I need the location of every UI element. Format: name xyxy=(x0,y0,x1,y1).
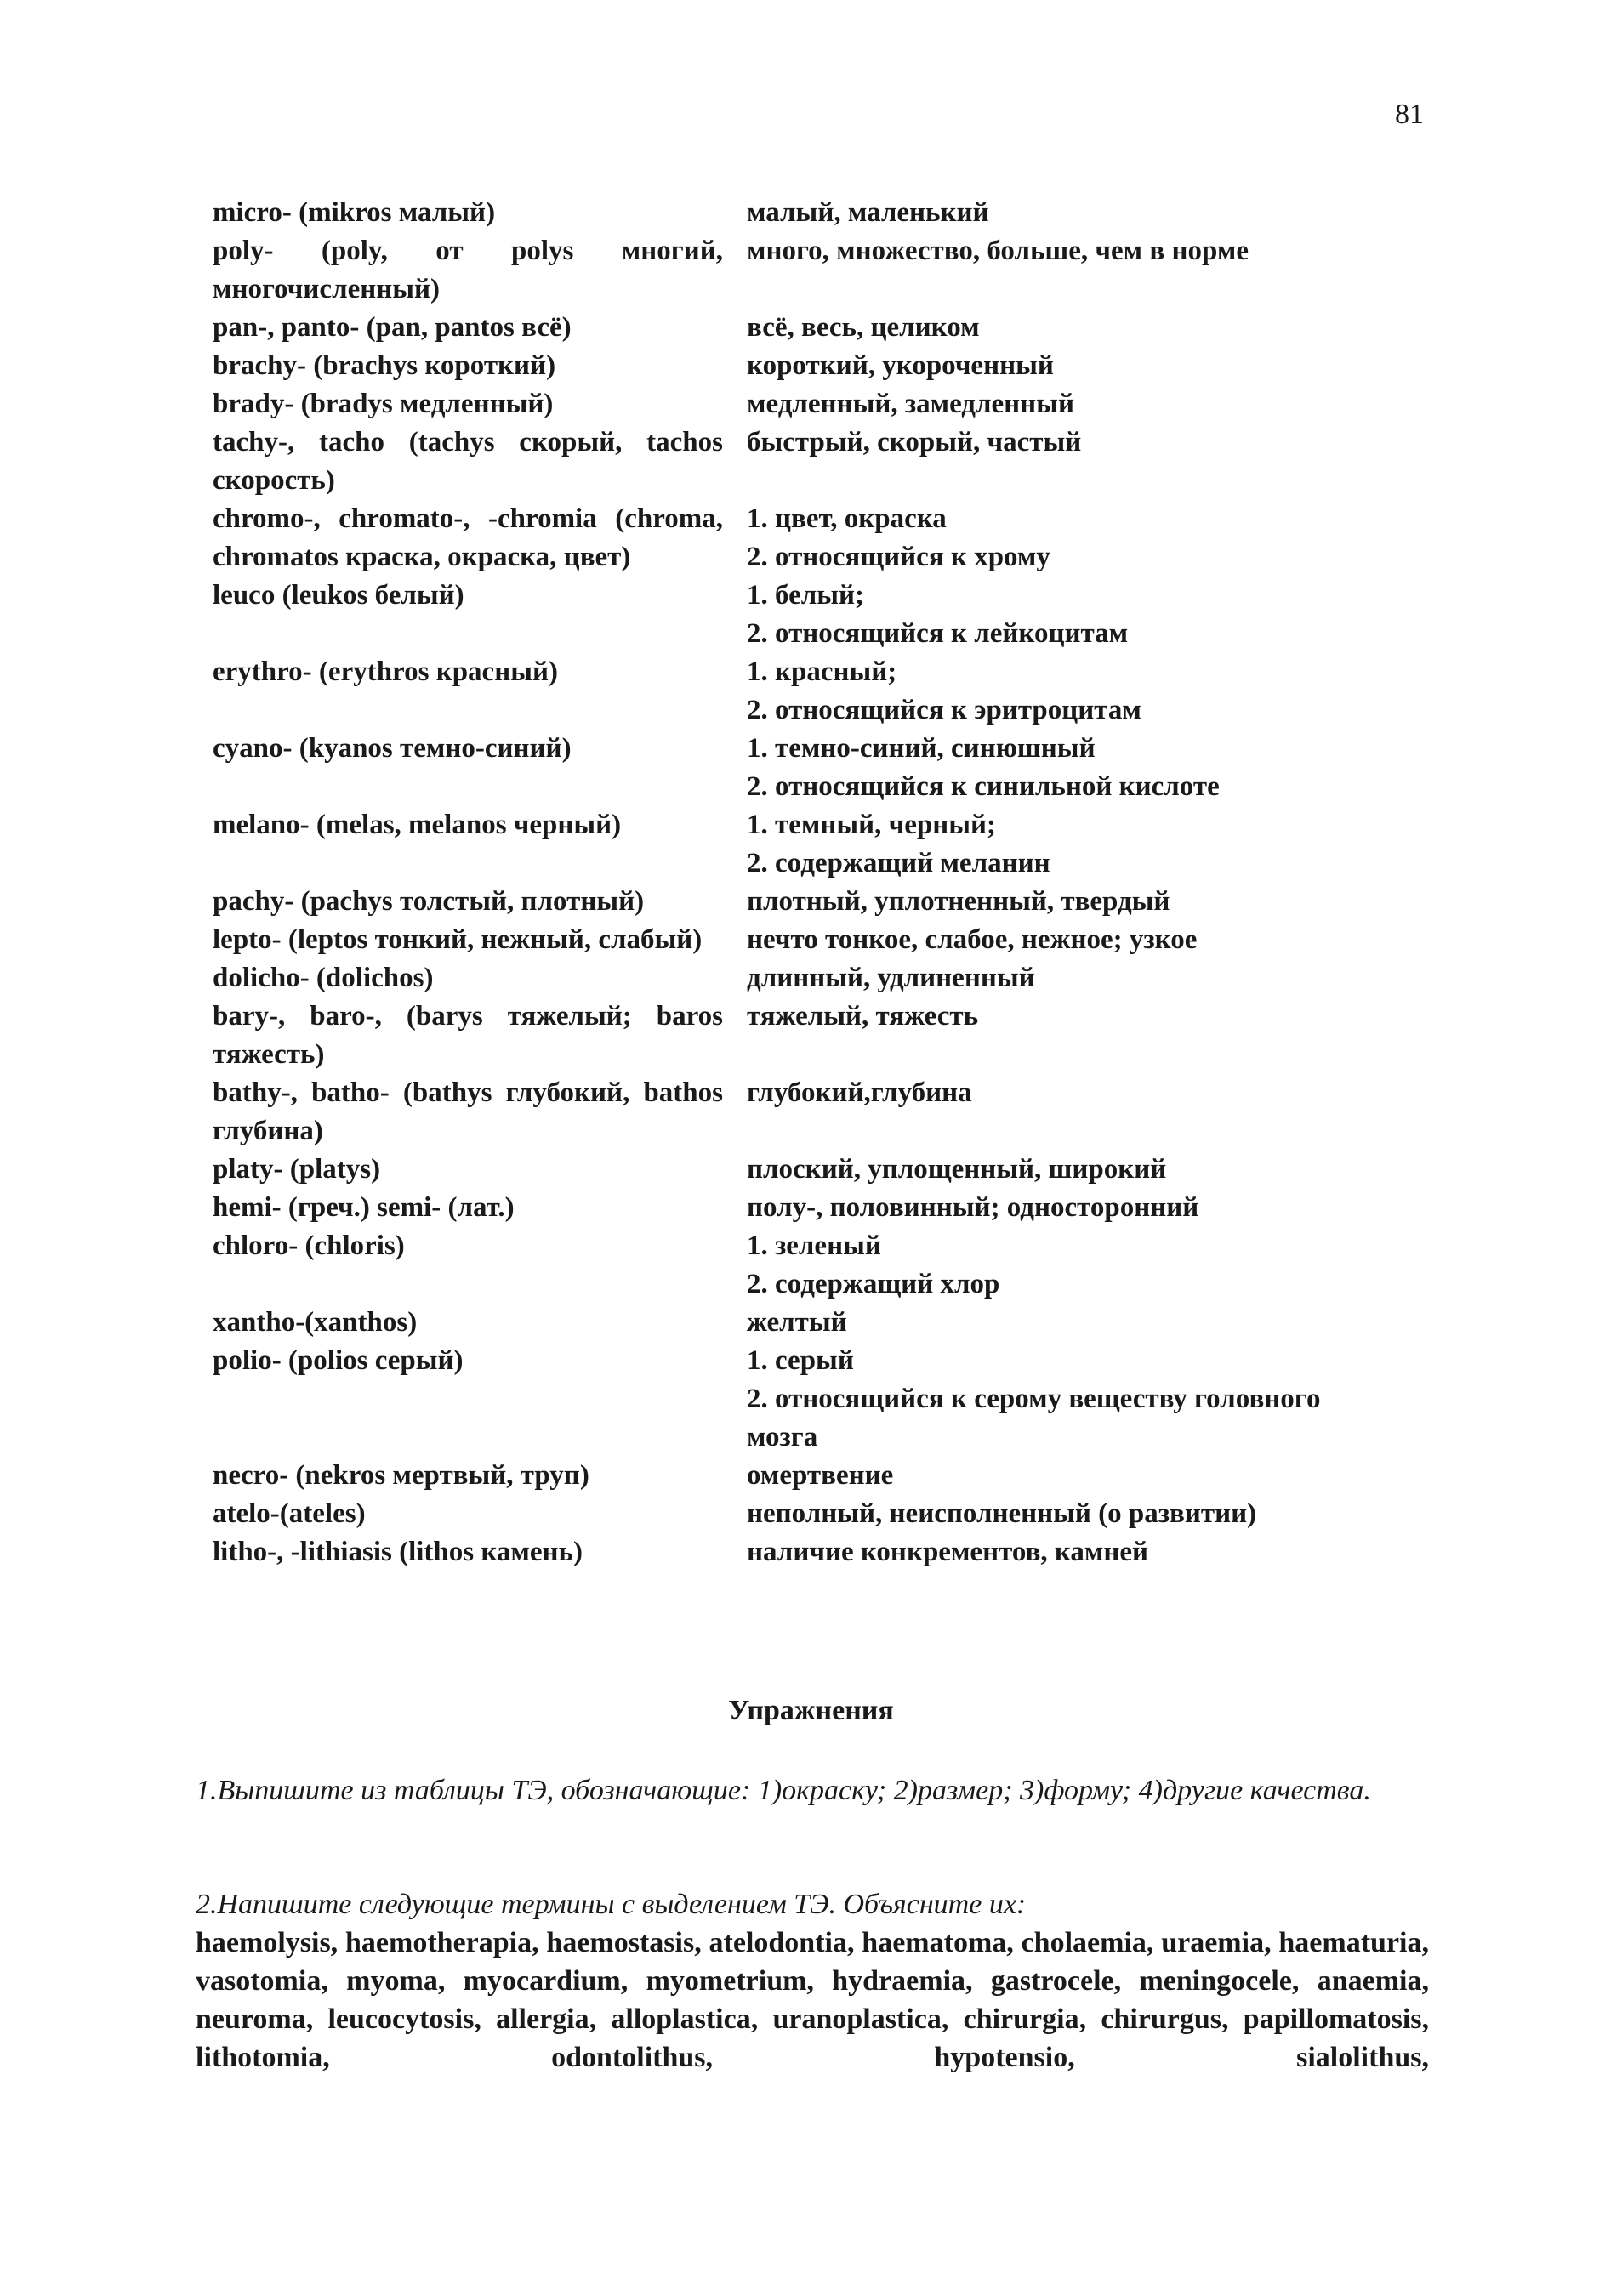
table-row xyxy=(213,194,1386,232)
table-row xyxy=(213,1342,1386,1457)
meaning-line: 1. цвет, окраска xyxy=(747,503,947,534)
table-row xyxy=(213,500,1386,577)
meaning-line: нечто тонкое, слабое, нежное; узкое xyxy=(747,924,1198,955)
term-element: bary-, baro-, (barys тяжелый; baros тяжесть) xyxy=(213,1001,723,1070)
exercise-1: 1.Выпишите из таблицы ТЭ, обозначающие: 1)окраску; 2)размер; 3)форму; 4)другие качества. xyxy=(196,1775,1371,1806)
meaning-line: омертвение xyxy=(747,1460,894,1491)
term-meaning xyxy=(747,653,1385,730)
table-row xyxy=(213,1304,1386,1342)
table-row xyxy=(213,1495,1386,1533)
table-row xyxy=(213,577,1386,653)
term-meaning xyxy=(747,1151,1385,1189)
section-title: Упражнения xyxy=(728,1695,894,1726)
meaning-line: короткий, укороченный xyxy=(747,350,1054,381)
meaning-line: 1. темно-синий, синюшный xyxy=(747,733,1096,764)
term-element: chromo-, chromato-, -chromia (chroma, chromatos краска, окраска, цвет) xyxy=(213,503,723,572)
term-meaning xyxy=(747,1227,1385,1304)
table-row xyxy=(213,921,1386,959)
table-row xyxy=(213,423,1386,500)
term-meaning xyxy=(747,500,1385,577)
term-element: brachy- (brachys короткий) xyxy=(213,350,556,381)
term-element: brady- (bradys медленный) xyxy=(213,389,554,419)
meaning-line: полу-, половинный; односторонний xyxy=(747,1192,1199,1223)
term-element: lepto- (leptos тонкий, нежный, слабый) xyxy=(213,924,703,955)
meaning-line: плоский, уплощенный, широкий xyxy=(747,1154,1167,1185)
term-element: bathy-, batho- (bathys глубокий, bathos глубина) xyxy=(213,1077,723,1146)
term-element: poly- (poly, от polys многий, многочисленный) xyxy=(213,236,723,304)
term-element: leuco (leukos белый) xyxy=(213,580,464,611)
table-row xyxy=(213,959,1386,997)
table-row xyxy=(213,806,1386,883)
term-element: micro- (mikros малый) xyxy=(213,197,496,228)
term-element: litho-, -lithiasis (lithos камень) xyxy=(213,1537,583,1567)
table-row xyxy=(213,730,1386,806)
meaning-line: 1. белый; xyxy=(747,580,864,611)
term-element: melano- (melas, melanos черный) xyxy=(213,810,622,840)
meaning-line: неполный, неисполненный (о развитии) xyxy=(747,1498,1257,1529)
table-row xyxy=(213,1074,1386,1151)
term-element: pachy- (pachys толстый, плотный) xyxy=(213,886,645,917)
term-element: chloro- (chloris) xyxy=(213,1230,405,1261)
term-meaning xyxy=(747,806,1385,883)
term-meaning xyxy=(747,1342,1385,1457)
meaning-line: малый, маленький xyxy=(747,197,989,228)
term-meaning xyxy=(747,1533,1385,1571)
meaning-line: быстрый, скорый, частый xyxy=(747,427,1082,457)
table-row xyxy=(213,653,1386,730)
term-element: platy- (platys) xyxy=(213,1154,381,1185)
table-row xyxy=(213,997,1386,1074)
term-meaning xyxy=(747,577,1385,653)
meaning-line: 2. относящийся к синильной кислоте xyxy=(747,771,1220,802)
table-row xyxy=(213,1189,1386,1227)
meaning-line: 2. относящийся к серому веществу головного мозга xyxy=(747,1384,1321,1452)
term-element: atelo-(ateles) xyxy=(213,1498,366,1529)
table-row xyxy=(213,232,1386,309)
meaning-line: глубокий,глубина xyxy=(747,1077,972,1108)
meaning-line: 1. серый xyxy=(747,1345,854,1376)
term-meaning xyxy=(747,309,1385,347)
meaning-line: 1. красный; xyxy=(747,656,897,687)
term-meaning xyxy=(747,959,1385,997)
term-element: necro- (nekros мертвый, труп) xyxy=(213,1460,589,1491)
meaning-line: длинный, удлиненный xyxy=(747,963,1035,993)
meaning-line: 2. относящийся к хрому xyxy=(747,542,1050,572)
term-meaning xyxy=(747,921,1385,959)
term-meaning xyxy=(747,423,1385,500)
table-row xyxy=(213,347,1386,385)
meaning-line: всё, весь, целиком xyxy=(747,312,980,343)
term-meaning xyxy=(747,1189,1385,1227)
term-element: polio- (polios серый) xyxy=(213,1345,464,1376)
table-row xyxy=(213,1533,1386,1571)
term-meaning xyxy=(747,232,1385,309)
term-element: hemi- (греч.) semi- (лат.) xyxy=(213,1192,515,1223)
exercise-2-terms: haemolysis, haemotherapia, haemostasis, atelodontia, haematoma, cholaemia, uraemia, haematuria, vasotomia, myoma, myocardium, myometrium, hydraemia, gastrocele, meningocele, anaemia, neuroma, leucocytosis, allergia, alloplastica, uranoplastica, chirurgia, chirurgus, papillomatosis, lithotomia, odontolithus, hypotensio, sialolithus, xyxy=(196,1927,1429,2073)
meaning-line: наличие конкрементов, камней xyxy=(747,1537,1149,1567)
table-row xyxy=(213,309,1386,347)
table-row xyxy=(213,1151,1386,1189)
term-element-table xyxy=(213,194,1386,1571)
table-row xyxy=(213,1457,1386,1495)
meaning-line: медленный, замедленный xyxy=(747,389,1074,419)
term-meaning xyxy=(747,385,1385,423)
table-row xyxy=(213,385,1386,423)
meaning-line: желтый xyxy=(747,1307,847,1338)
term-element: tachy-, tacho (tachys скорый, tachos скорость) xyxy=(213,427,723,496)
term-element: pan-, panto- (pan, pantos всё) xyxy=(213,312,572,343)
term-meaning xyxy=(747,730,1385,806)
term-element: dolicho- (dolichos) xyxy=(213,963,434,993)
term-meaning xyxy=(747,997,1385,1074)
term-meaning xyxy=(747,347,1385,385)
term-meaning xyxy=(747,1074,1385,1151)
page-number: 81 xyxy=(1395,99,1424,130)
term-element: cyano- (kyanos темно-синий) xyxy=(213,733,572,764)
meaning-line: 2. содержащий меланин xyxy=(747,848,1050,878)
table-row xyxy=(213,883,1386,921)
term-meaning xyxy=(747,1457,1385,1495)
meaning-line: 1. темный, черный; xyxy=(747,810,997,840)
term-meaning xyxy=(747,883,1385,921)
meaning-line: 1. зеленый xyxy=(747,1230,881,1261)
term-element: xantho-(xanthos) xyxy=(213,1307,418,1338)
meaning-line: тяжелый, тяжесть xyxy=(747,1001,979,1031)
term-element: erythro- (erythros красный) xyxy=(213,656,558,687)
exercise-2-title: 2.Напишите следующие термины с выделением ТЭ. Объясните их: xyxy=(196,1889,1027,1920)
meaning-line: 2. относящийся к лейкоцитам xyxy=(747,618,1129,649)
term-meaning xyxy=(747,1304,1385,1342)
term-meaning xyxy=(747,194,1385,232)
meaning-line: 2. содержащий хлор xyxy=(747,1269,1000,1299)
term-meaning xyxy=(747,1495,1385,1533)
meaning-line: 2. относящийся к эритроцитам xyxy=(747,695,1141,725)
meaning-line: много, множество, больше, чем в норме xyxy=(747,236,1249,266)
meaning-line: плотный, уплотненный, твердый xyxy=(747,886,1170,917)
table-row xyxy=(213,1227,1386,1304)
